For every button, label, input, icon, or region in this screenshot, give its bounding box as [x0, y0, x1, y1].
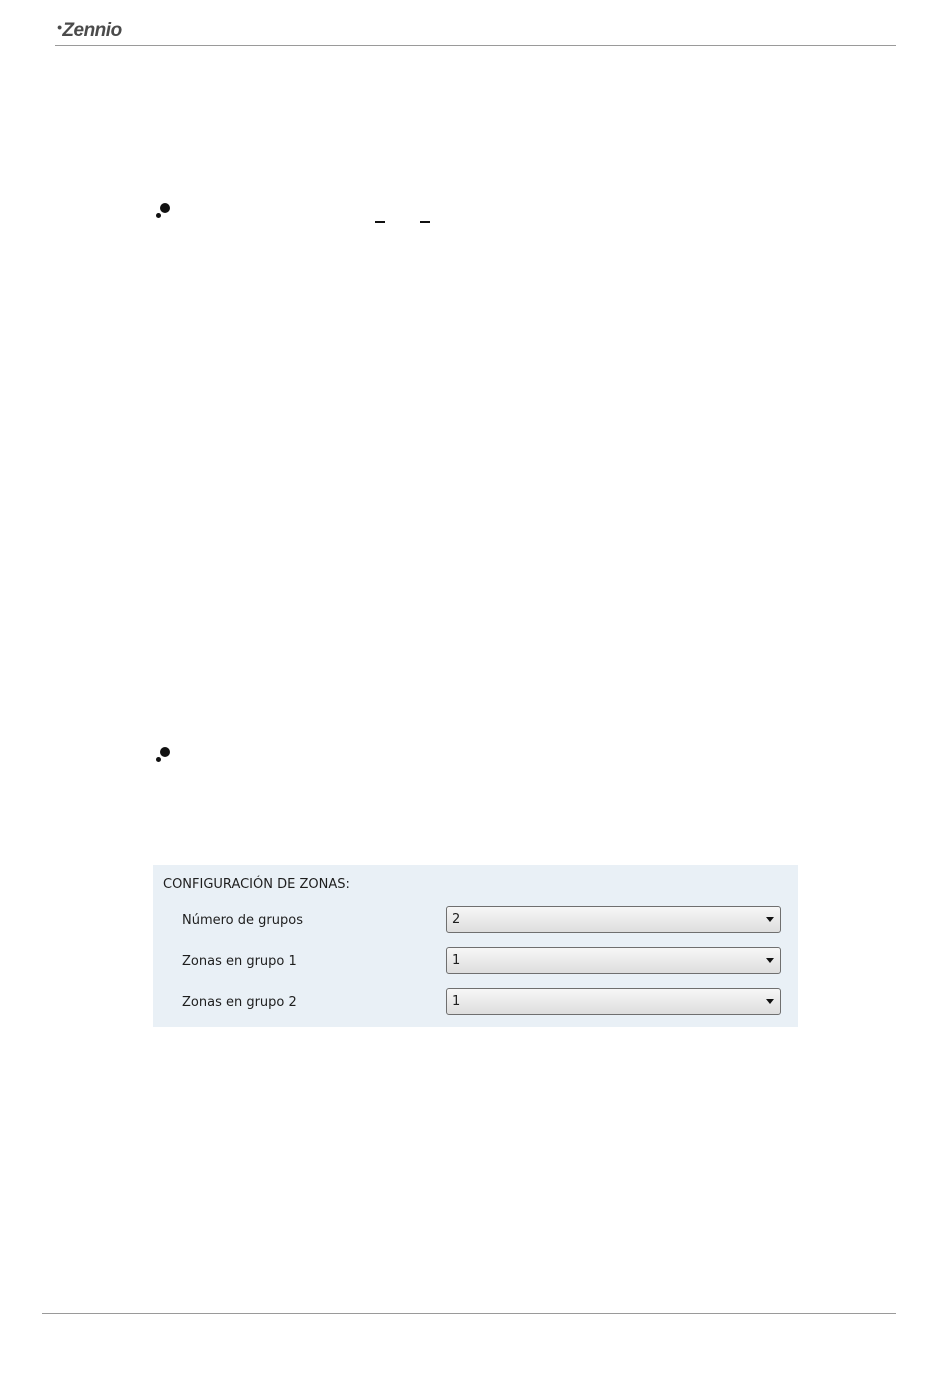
bullet-dots-icon [156, 747, 170, 763]
select-value: 1 [452, 953, 461, 968]
zone-configuration-panel [153, 865, 798, 1027]
chevron-down-icon [766, 917, 774, 922]
header-divider [55, 45, 896, 46]
chevron-down-icon [766, 999, 774, 1004]
number-of-groups-select[interactable] [446, 906, 781, 933]
chevron-down-icon [766, 958, 774, 963]
underscore-mark [420, 221, 430, 223]
logo-text: Zennio [62, 20, 122, 41]
label-number-of-groups: Número de grupos [182, 913, 303, 928]
select-value: 2 [452, 912, 461, 927]
logo-dot: • [57, 19, 62, 35]
underscore-mark [375, 221, 385, 223]
label-zones-group-1: Zonas en grupo 1 [182, 954, 297, 969]
bullet-dots-icon [156, 203, 170, 219]
label-zones-group-2: Zonas en grupo 2 [182, 995, 297, 1010]
zones-group-2-select[interactable] [446, 988, 781, 1015]
select-value: 1 [452, 994, 461, 1009]
panel-title: CONFIGURACIÓN DE ZONAS: [163, 877, 350, 892]
zones-group-1-select[interactable] [446, 947, 781, 974]
footer-divider [42, 1313, 896, 1314]
zennio-logo [57, 19, 122, 43]
